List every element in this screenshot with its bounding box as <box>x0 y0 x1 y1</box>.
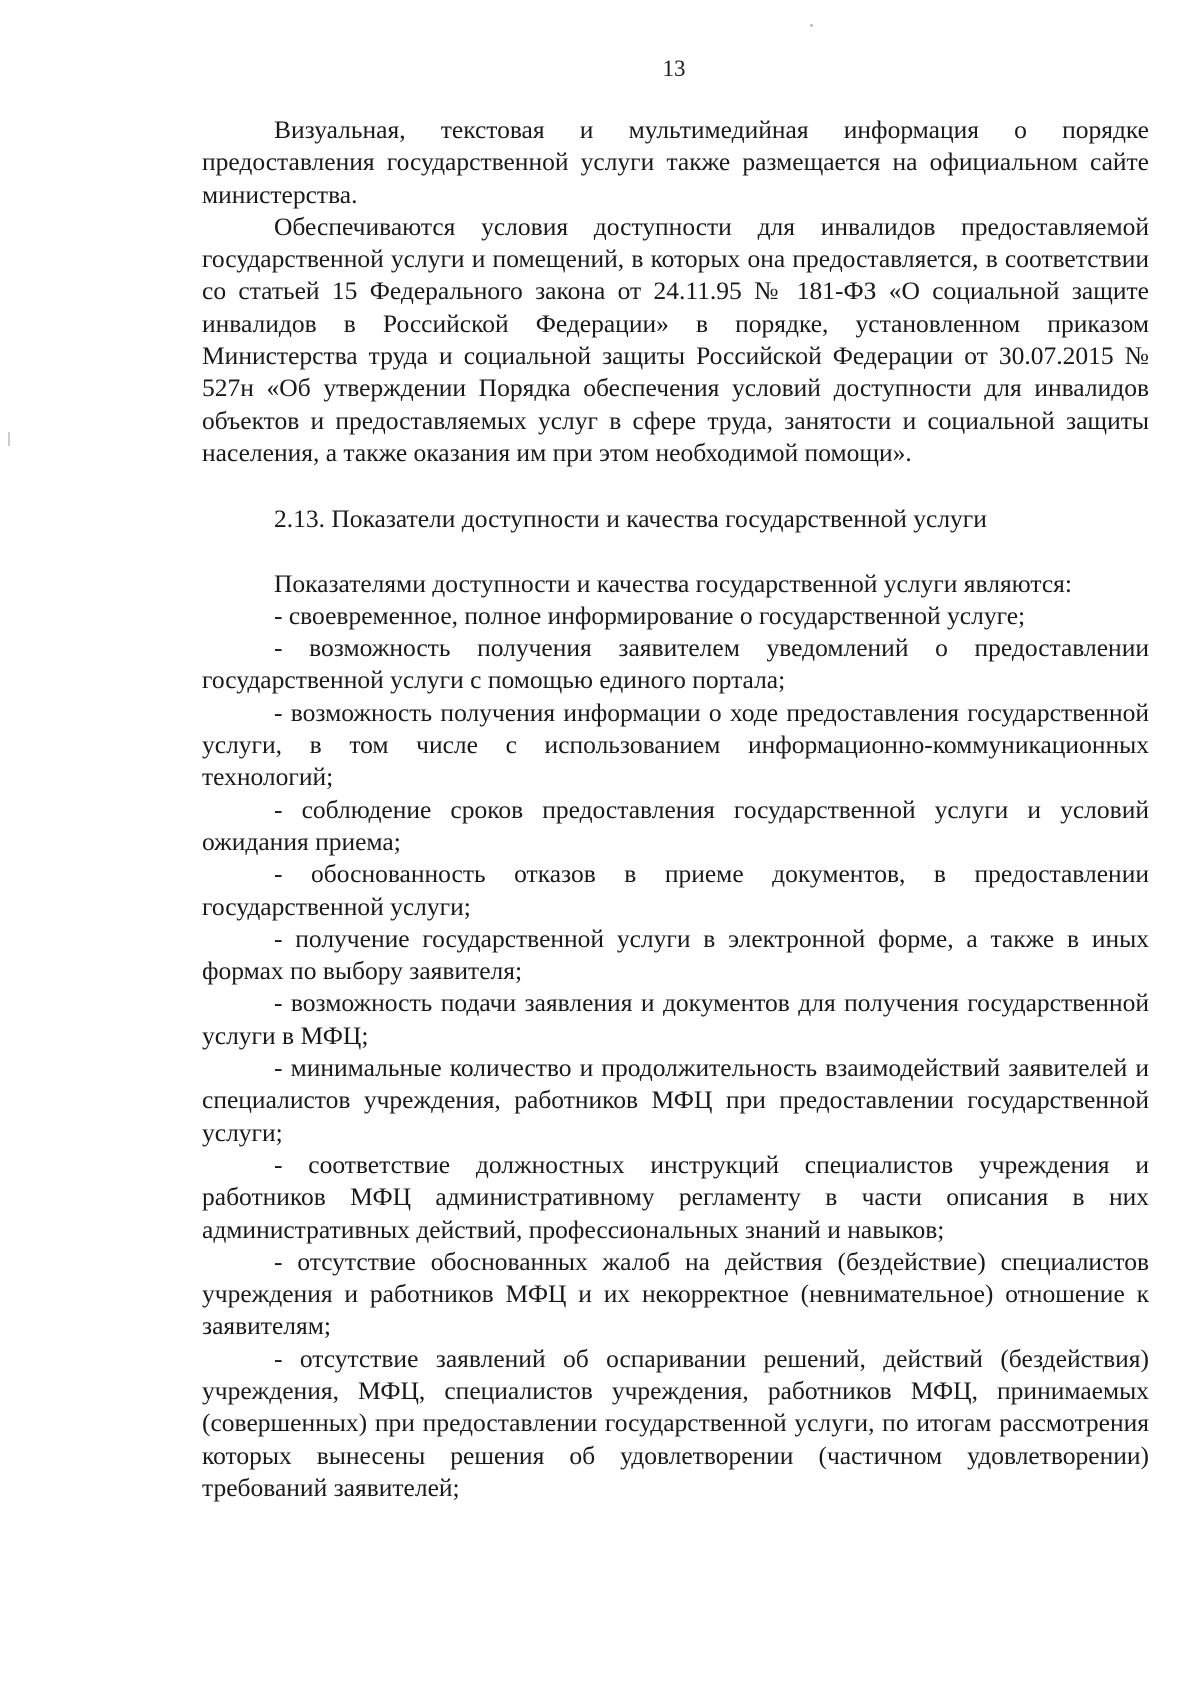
document-body <box>202 114 1149 1504</box>
list-item: - отсутствие заявлений об оспаривании решений, действий (бездействия) учреждения, МФЦ, специалистов учреждения, работников МФЦ, принимаемых (совершенных) при предоставлении государственной услуги, по итогам рассмотрения которых вынесены решения об удовлетворении (частичном удовлетворении) требований заявителей; <box>202 1343 1149 1502</box>
list-item: - соблюдение сроков предоставления государственной услуги и условий ожидания приема; <box>202 794 1149 856</box>
list-item: - возможность подачи заявления и документов для получения государственной услуги в МФЦ; <box>202 988 1149 1050</box>
list-item: - отсутствие обоснованных жалоб на действия (бездействие) специалистов учреждения и работников МФЦ и их некорректное (невнимательное) отношение к заявителям; <box>202 1246 1149 1341</box>
scan-edge-mark <box>8 432 10 446</box>
list-item: - минимальные количество и продолжительность взаимодействий заявителей и специалистов учреждения, работников МФЦ при предоставлении государственной услуги; <box>202 1053 1149 1147</box>
section-heading: 2.13. Показатели доступности и качества государственной услуги <box>274 504 987 534</box>
list-item: - своевременное, полное информирование о государственной услуге; <box>274 600 1026 630</box>
list-item: - возможность получения информации о ходе предоставления государственной услуги, в том числе с использованием информационно-коммуникационных технологий; <box>202 697 1149 792</box>
list-item: - возможность получения заявителем уведомлений о предоставлении государственной услуги с помощью единого портала; <box>202 633 1149 695</box>
scan-speck <box>810 24 813 27</box>
paragraph-visual-info: Визуальная, текстовая и мультимедийная информация о порядке предоставления государственной услуги также размещается на официальном сайте министерства. <box>202 115 1149 209</box>
page-number: 13 <box>662 56 686 81</box>
paragraph-accessibility: Обеспечиваются условия доступности для инвалидов предоставляемой государственной услуги и помещений, в которых она предоставляется, в соответствии со статьей 15 Федерального закона от 24.11.95 № 181-ФЗ «О социальной защите инвалидов в Российской Федерации» в порядке, установленном приказом Министерства труда и социальной защиты Российской Федерации от 30.07.2015 № 527н «Об утверждении Порядка обеспечения условий доступности для инвалидов объектов и предоставляемых услуг в сфере труда, занятости и социальной защиты населения, а также оказания им при этом необходимой помощи». <box>202 211 1149 467</box>
section-intro: Показателями доступности и качества государственной услуги являются: <box>274 568 1072 598</box>
list-item: - обоснованность отказов в приеме документов, в предоставлении государственной услуги; <box>202 859 1149 921</box>
list-item: - получение государственной услуги в электронной форме, а также в иных формах по выбору заявителя; <box>202 923 1149 986</box>
list-item: - соответствие должностных инструкций специалистов учреждения и работников МФЦ административному регламенту в части описания в них административных действий, профессиональных знаний и навыков; <box>202 1149 1149 1244</box>
